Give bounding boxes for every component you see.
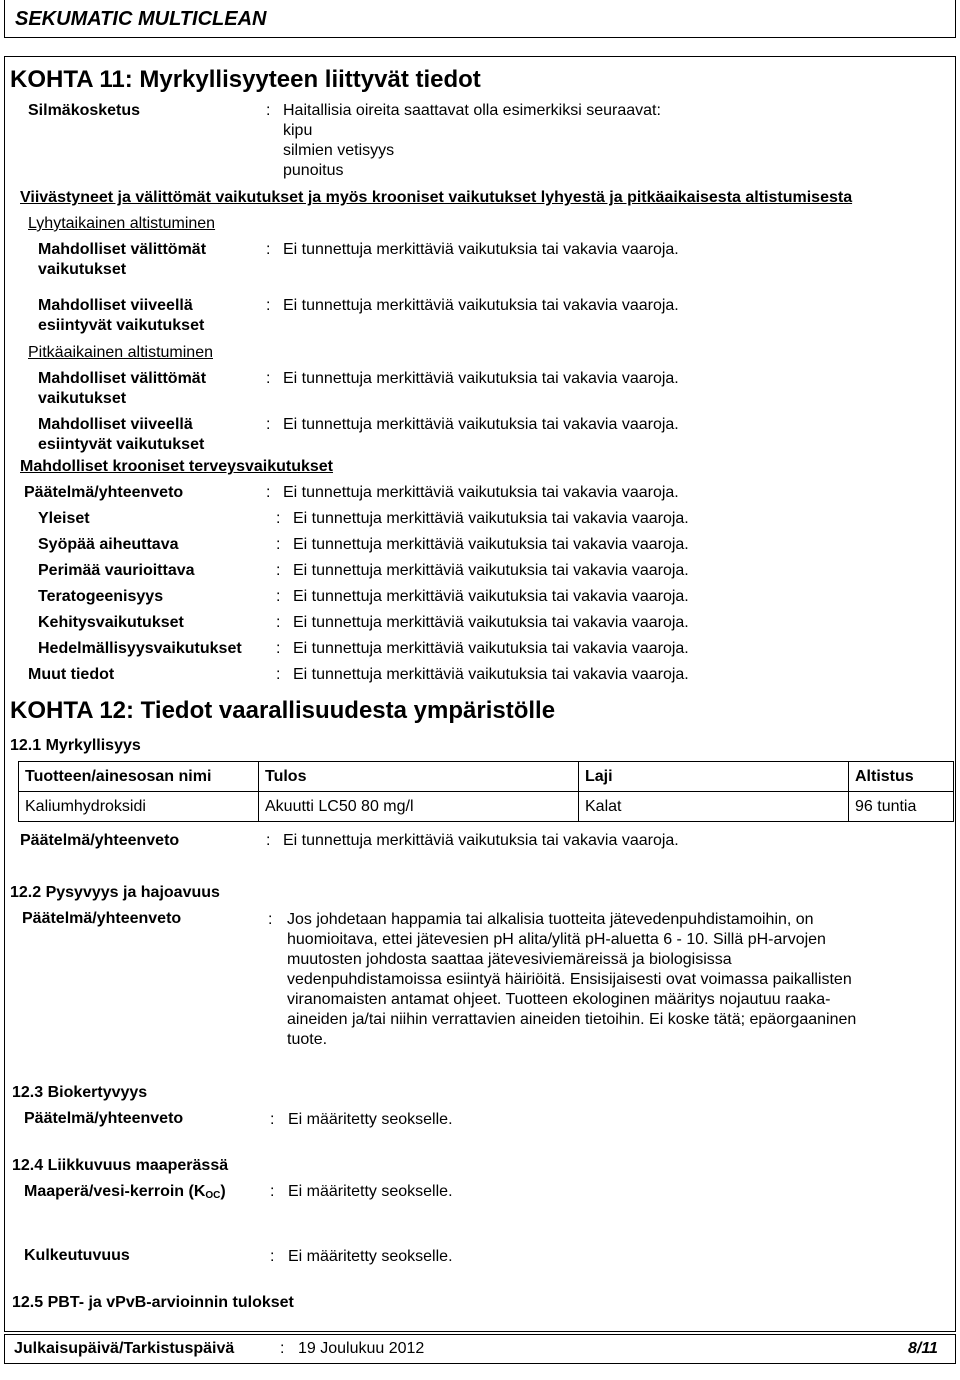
delayed-immediate-heading: Viivästyneet ja välittömät vaikutukset ja myös krooniset vaikutukset lyhyestä ja pitkäaikaisesta altistumisesta — [20, 189, 853, 206]
product-name: SEKUMATIC MULTICLEAN — [15, 8, 267, 30]
colon: : — [270, 1111, 275, 1128]
chronic-row-label: Hedelmällisyysvaikutukset — [38, 640, 242, 657]
mobility-label: Kulkeutuvuus — [24, 1247, 130, 1264]
persistence-heading: 12.2 Pysyvyys ja hajoavuus — [10, 884, 220, 901]
short-delayed-label-2: esiintyvät vaikutukset — [38, 317, 205, 334]
long-immediate-label: Mahdolliset välittömät — [38, 370, 207, 387]
persistence-line: aineiden ja/tai niihin verrattavien aineiden tietoihin. Ei koske tätä; epäorgaaninen — [287, 1011, 857, 1028]
other-info-label: Muut tiedot — [28, 666, 115, 683]
section-12-title: KOHTA 12: Tiedot vaarallisuudesta ympäristölle — [10, 697, 556, 724]
page-number: 8/11 — [908, 1340, 938, 1357]
long-delayed-label: Mahdolliset viiveellä — [38, 416, 193, 433]
table-cell: Akuutti LC50 80 mg/l — [259, 792, 579, 822]
koc-label-text: Maaperä/vesi-kerroin (K — [24, 1183, 206, 1200]
table-cell: Kaliumhydroksidi — [19, 792, 259, 822]
mobility-value: Ei määritetty seokselle. — [288, 1248, 453, 1265]
column-header: Tulos — [259, 762, 579, 792]
chronic-conclusion-label: Päätelmä/yhteenveto — [24, 484, 184, 501]
colon: : — [276, 666, 281, 683]
colon: : — [280, 1340, 285, 1357]
long-immediate-value: Ei tunnettuja merkittäviä vaikutuksia tai vakavia vaaroja. — [283, 370, 679, 387]
eye-symptom-item: punoitus — [283, 162, 344, 179]
koc-label-close: ) — [220, 1183, 226, 1200]
eye-contact-intro: Haitallisia oireita saattavat olla esimerkiksi seuraavat: — [283, 102, 661, 119]
long-delayed-label-2: esiintyvät vaikutukset — [38, 436, 205, 453]
chronic-row-label: Perimää vaurioittava — [38, 562, 195, 579]
colon: : — [276, 536, 281, 553]
table-row — [19, 792, 954, 822]
long-delayed-value: Ei tunnettuja merkittäviä vaikutuksia tai vakavia vaaroja. — [283, 416, 679, 433]
other-info-value: Ei tunnettuja merkittäviä vaikutuksia tai vakavia vaaroja. — [293, 666, 689, 683]
chronic-row-label: Teratogeenisyys — [38, 588, 164, 605]
koc-subscript: OC — [205, 1190, 221, 1201]
colon: : — [276, 588, 281, 605]
bioaccumulation-conclusion-value: Ei määritetty seokselle. — [288, 1111, 453, 1128]
colon: : — [266, 416, 271, 433]
colon: : — [270, 1183, 275, 1200]
pbt-heading: 12.5 PBT- ja vPvB-arvioinnin tulokset — [12, 1294, 294, 1311]
colon: : — [268, 911, 273, 928]
chronic-conclusion-value: Ei tunnettuja merkittäviä vaikutuksia tai vakavia vaaroja. — [283, 484, 679, 501]
persistence-line: huomioitava, ettei jätevesien pH alita/ylitä pH-aluetta 6 - 10. Sillä pH-arvojen — [287, 931, 826, 948]
chronic-row-value: Ei tunnettuja merkittäviä vaikutuksia tai vakavia vaaroja. — [293, 614, 689, 631]
issue-date-label: Julkaisupäivä/Tarkistuspäivä — [14, 1340, 235, 1357]
chronic-row-label: Yleiset — [38, 510, 90, 527]
table-header-row — [19, 762, 954, 792]
short-term-heading: Lyhytaikainen altistuminen — [28, 215, 216, 232]
chronic-row-value: Ei tunnettuja merkittäviä vaikutuksia tai vakavia vaaroja. — [293, 536, 689, 553]
colon: : — [276, 640, 281, 657]
section-11-title: KOHTA 11: Myrkyllisyyteen liittyvät tiedot — [10, 66, 481, 93]
colon: : — [266, 832, 271, 849]
long-immediate-label-2: vaikutukset — [38, 390, 127, 407]
toxicity-heading: 12.1 Myrkyllisyys — [10, 737, 141, 754]
eye-symptom-item: kipu — [283, 122, 313, 139]
colon: : — [266, 102, 271, 119]
issue-date-value: 19 Joulukuu 2012 — [298, 1340, 425, 1357]
bioaccumulation-conclusion-label: Päätelmä/yhteenveto — [24, 1110, 184, 1127]
chronic-row-value: Ei tunnettuja merkittäviä vaikutuksia tai vakavia vaaroja. — [293, 640, 689, 657]
colon: : — [266, 241, 271, 258]
table-cell: 96 tuntia — [849, 792, 954, 822]
colon: : — [266, 484, 271, 501]
bioaccumulation-heading: 12.3 Biokertyvyys — [12, 1084, 148, 1101]
short-immediate-label-2: vaikutukset — [38, 261, 127, 278]
short-delayed-label: Mahdolliset viiveellä — [38, 297, 193, 314]
colon: : — [270, 1248, 275, 1265]
column-header: Altistus — [849, 762, 954, 792]
chronic-row-value: Ei tunnettuja merkittäviä vaikutuksia tai vakavia vaaroja. — [293, 562, 689, 579]
colon: : — [266, 297, 271, 314]
persistence-line: viranomaisten antamat ohjeet. Tuotteen ekologinen määritys nojautuu raaka- — [287, 991, 831, 1008]
column-header: Laji — [579, 762, 849, 792]
short-immediate-label: Mahdolliset välittömät — [38, 241, 207, 258]
toxicity-table — [18, 761, 954, 822]
eye-symptom-item: silmien vetisyys — [283, 142, 395, 159]
mobility-heading: 12.4 Liikkuvuus maaperässä — [12, 1157, 229, 1174]
chronic-row-value: Ei tunnettuja merkittäviä vaikutuksia tai vakavia vaaroja. — [293, 510, 689, 527]
chronic-row-label: Kehitysvaikutukset — [38, 614, 184, 631]
short-delayed-value: Ei tunnettuja merkittäviä vaikutuksia tai vakavia vaaroja. — [283, 297, 679, 314]
persistence-line: tuote. — [287, 1031, 328, 1048]
chronic-row-label: Syöpää aiheuttava — [38, 536, 179, 553]
colon: : — [276, 510, 281, 527]
koc-value: Ei määritetty seokselle. — [288, 1183, 453, 1200]
colon: : — [276, 562, 281, 579]
column-header: Tuotteen/ainesosan nimi — [19, 762, 259, 792]
chronic-row-value: Ei tunnettuja merkittäviä vaikutuksia tai vakavia vaaroja. — [293, 588, 689, 605]
toxicity-conclusion-value: Ei tunnettuja merkittäviä vaikutuksia tai vakavia vaaroja. — [283, 832, 679, 849]
long-term-heading: Pitkäaikainen altistuminen — [28, 344, 213, 361]
persistence-conclusion-label: Päätelmä/yhteenveto — [22, 910, 182, 927]
eye-contact-label: Silmäkosketus — [28, 102, 141, 119]
table-cell: Kalat — [579, 792, 849, 822]
colon: : — [266, 370, 271, 387]
persistence-line: Jos johdetaan happamia tai alkalisia tuotteita jätevedenpuhdistamoihin, on — [287, 911, 814, 928]
toxicity-conclusion-label: Päätelmä/yhteenveto — [20, 832, 180, 849]
persistence-line: muutosten johdosta saattaa jätevesiviemäreissä ja biologisissa — [287, 951, 732, 968]
koc-label — [24, 1182, 226, 1204]
colon: : — [276, 614, 281, 631]
chronic-heading: Mahdolliset krooniset terveysvaikutukset — [20, 458, 333, 475]
document-header — [4, 0, 956, 38]
persistence-line: vedenpuhdistamoissa esiintyä häiriöitä. Ensisijaisesti ovat voimassa paikallisten — [287, 971, 852, 988]
short-immediate-value: Ei tunnettuja merkittäviä vaikutuksia tai vakavia vaaroja. — [283, 241, 679, 258]
